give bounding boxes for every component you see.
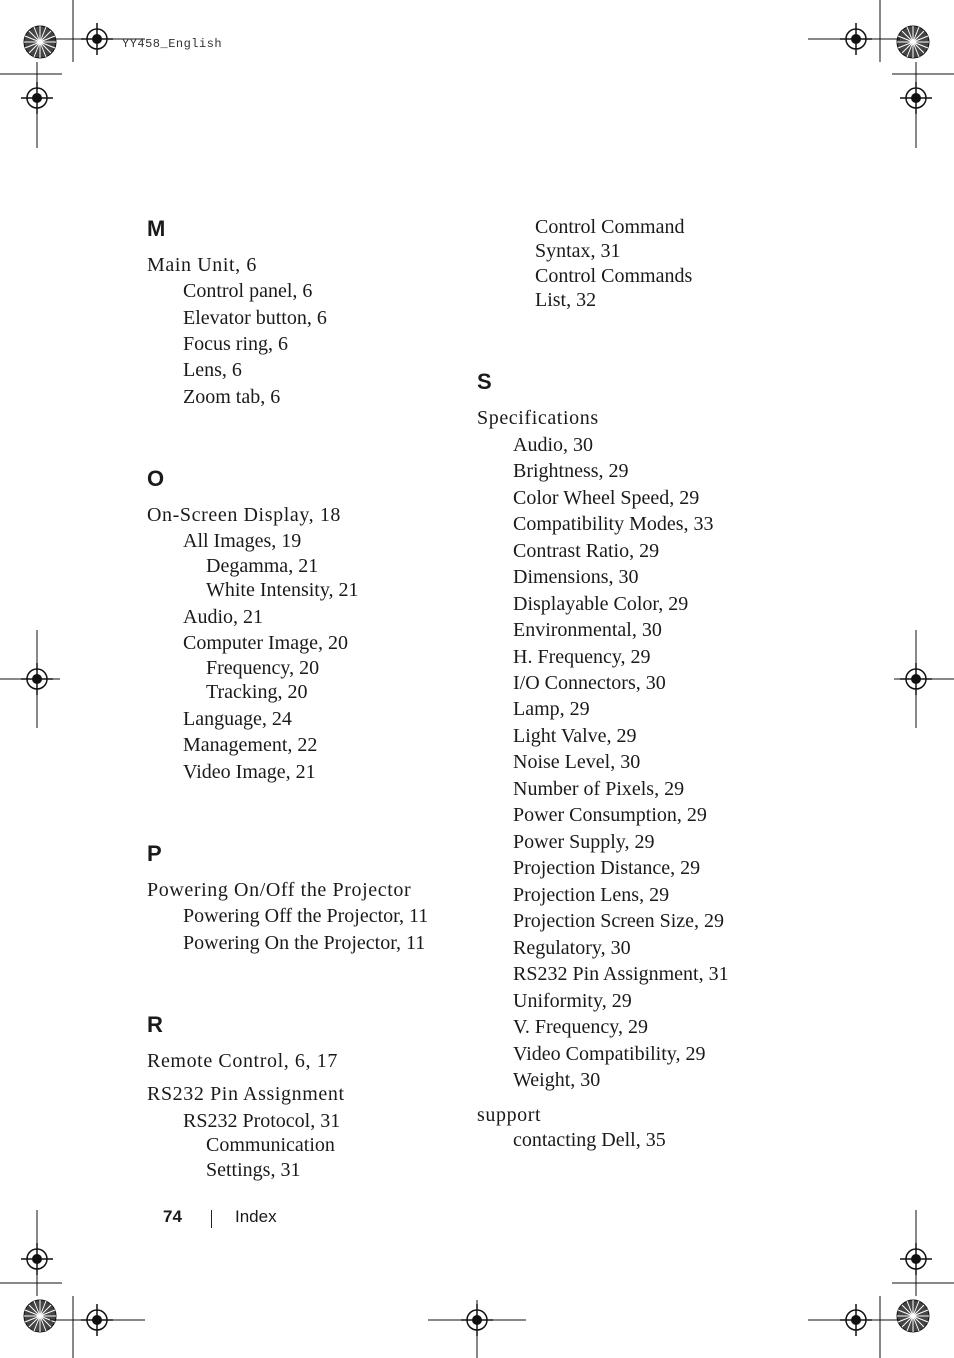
index-subsubentry: Settings, 31 <box>206 1159 301 1181</box>
section-letter: O <box>147 466 165 491</box>
index-subentry: Number of Pixels, 29 <box>513 778 685 800</box>
index-subentry: Projection Distance, 29 <box>513 857 701 879</box>
index-entry: On-Screen Display, 18 <box>147 504 342 526</box>
section-letter: R <box>147 1012 163 1037</box>
index-subentry: Compatibility Modes, 33 <box>513 513 714 535</box>
index-subentry: Environmental, 30 <box>513 619 662 641</box>
index-subentry: Video Compatibility, 29 <box>513 1043 706 1065</box>
index-subentry: Projection Screen Size, 29 <box>513 910 725 932</box>
section-letter: S <box>477 369 492 394</box>
index-subentry: Lamp, 29 <box>513 698 590 720</box>
index-subentry: Language, 24 <box>183 708 292 730</box>
section-letter: M <box>147 216 166 241</box>
index-subsubentry: Frequency, 20 <box>206 657 320 679</box>
print-slug: YY458_English <box>122 37 223 51</box>
index-subentry: I/O Connectors, 30 <box>513 672 666 694</box>
index-subentry: Powering Off the Projector, 11 <box>183 905 429 927</box>
index-subentry: contacting Dell, 35 <box>513 1129 666 1151</box>
index-subentry: Displayable Color, 29 <box>513 593 689 615</box>
index-subsubentry: Communication <box>206 1134 335 1156</box>
index-subentry: Audio, 30 <box>513 434 593 456</box>
index-subentry: Video Image, 21 <box>183 761 316 783</box>
index-subentry: Focus ring, 6 <box>183 333 288 355</box>
index-subsubentry: Control Commands <box>535 265 693 287</box>
footer-section-title: Index <box>235 1207 277 1226</box>
index-subentry: Uniformity, 29 <box>513 990 632 1012</box>
index-subentry: Powering On the Projector, 11 <box>183 932 426 954</box>
index-entry: Remote Control, 6, 17 <box>147 1050 338 1072</box>
index-subentry: H. Frequency, 29 <box>513 646 651 668</box>
index-subsubentry: List, 32 <box>535 289 597 311</box>
index-entry: RS232 Pin Assignment <box>147 1083 345 1105</box>
index-subentry: Zoom tab, 6 <box>183 386 281 408</box>
index-subentry: All Images, 19 <box>183 530 302 552</box>
index-subsubentry: Syntax, 31 <box>535 240 621 262</box>
index-subentry: Power Supply, 29 <box>513 831 655 853</box>
page-number: 74 <box>163 1207 182 1226</box>
index-subentry: Noise Level, 30 <box>513 751 641 773</box>
index-subsubentry: White Intensity, 21 <box>206 579 359 601</box>
index-subentry: Dimensions, 30 <box>513 566 639 588</box>
index-subentry: Control panel, 6 <box>183 280 313 302</box>
index-subentry: V. Frequency, 29 <box>513 1016 648 1038</box>
index-subentry: Contrast Ratio, 29 <box>513 540 660 562</box>
index-subentry: Projection Lens, 29 <box>513 884 670 906</box>
section-letter: P <box>147 841 162 866</box>
index-subentry: Management, 22 <box>183 734 318 756</box>
index-subentry: Brightness, 29 <box>513 460 629 482</box>
index-entry: Main Unit, 6 <box>147 254 257 276</box>
index-subsubentry: Control Command <box>535 216 685 238</box>
index-subsubentry: Degamma, 21 <box>206 555 319 577</box>
index-subentry: Regulatory, 30 <box>513 937 631 959</box>
index-subentry: Audio, 21 <box>183 606 263 628</box>
index-entry: support <box>477 1104 542 1126</box>
index-subentry: Power Consumption, 29 <box>513 804 707 826</box>
index-subsubentry: Tracking, 20 <box>206 681 308 703</box>
index-subentry: Lens, 6 <box>183 359 242 381</box>
index-entry: Specifications <box>477 407 599 429</box>
index-subentry: Light Valve, 29 <box>513 725 637 747</box>
index-subentry: Color Wheel Speed, 29 <box>513 487 700 509</box>
index-subentry: Elevator button, 6 <box>183 307 327 329</box>
index-subentry: Computer Image, 20 <box>183 632 348 654</box>
index-entry: Powering On/Off the Projector <box>147 879 412 901</box>
footer-divider <box>211 1210 212 1228</box>
index-subentry: Weight, 30 <box>513 1069 601 1091</box>
index-subentry: RS232 Protocol, 31 <box>183 1110 341 1132</box>
index-subentry: RS232 Pin Assignment, 31 <box>513 963 729 985</box>
